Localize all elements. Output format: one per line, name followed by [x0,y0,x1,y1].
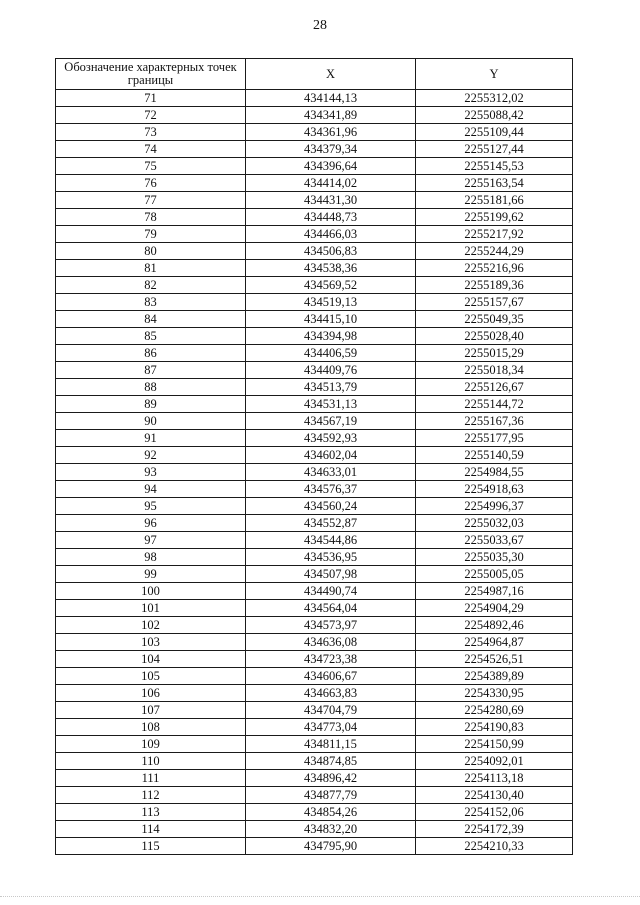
cell-point: 107 [56,702,246,719]
cell-x: 434723,38 [246,651,416,668]
cell-point: 106 [56,685,246,702]
table-row [56,277,573,294]
table-row [56,158,573,175]
table-row [56,719,573,736]
cell-y: 2255217,92 [416,226,573,243]
cell-x: 434606,67 [246,668,416,685]
cell-x: 434415,10 [246,311,416,328]
table-row [56,175,573,192]
cell-y: 2254150,99 [416,736,573,753]
cell-y: 2255033,67 [416,532,573,549]
cell-y: 2254330,95 [416,685,573,702]
cell-y: 2254996,37 [416,498,573,515]
cell-point: 87 [56,362,246,379]
cell-point: 85 [56,328,246,345]
cell-x: 434811,15 [246,736,416,753]
cell-point: 73 [56,124,246,141]
cell-point: 112 [56,787,246,804]
cell-y: 2254918,63 [416,481,573,498]
cell-x: 434506,83 [246,243,416,260]
table-row [56,821,573,838]
table-row [56,668,573,685]
table-row [56,532,573,549]
table-row [56,209,573,226]
cell-y: 2254210,33 [416,838,573,855]
cell-y: 2254964,87 [416,634,573,651]
cell-x: 434854,26 [246,804,416,821]
cell-x: 434531,13 [246,396,416,413]
table-row [56,770,573,787]
cell-y: 2255167,36 [416,413,573,430]
cell-y: 2255163,54 [416,175,573,192]
cell-y: 2255145,53 [416,158,573,175]
cell-point: 76 [56,175,246,192]
cell-x: 434144,13 [246,90,416,107]
table-row [56,90,573,107]
table-row [56,124,573,141]
cell-point: 77 [56,192,246,209]
table-row [56,464,573,481]
cell-point: 99 [56,566,246,583]
cell-x: 434874,85 [246,753,416,770]
cell-point: 111 [56,770,246,787]
cell-point: 110 [56,753,246,770]
cell-x: 434560,24 [246,498,416,515]
table-row [56,481,573,498]
table-row [56,107,573,124]
table-row [56,141,573,158]
table-row [56,753,573,770]
cell-x: 434795,90 [246,838,416,855]
cell-point: 80 [56,243,246,260]
cell-x: 434406,59 [246,345,416,362]
cell-y: 2254280,69 [416,702,573,719]
cell-x: 434592,93 [246,430,416,447]
cell-x: 434636,08 [246,634,416,651]
cell-point: 83 [56,294,246,311]
cell-x: 434379,34 [246,141,416,158]
page-number: 28 [313,18,327,33]
cell-x: 434394,98 [246,328,416,345]
cell-x: 434414,02 [246,175,416,192]
table-row [56,430,573,447]
cell-point: 89 [56,396,246,413]
cell-y: 2254130,40 [416,787,573,804]
cell-y: 2255109,44 [416,124,573,141]
cell-point: 105 [56,668,246,685]
cell-y: 2255032,03 [416,515,573,532]
table-row [56,294,573,311]
boundary-points-table [55,58,573,855]
table-row [56,328,573,345]
cell-x: 434466,03 [246,226,416,243]
cell-point: 81 [56,260,246,277]
column-header-point: Обозначение характерных точек границы [56,59,246,90]
table-row [56,192,573,209]
cell-point: 71 [56,90,246,107]
cell-y: 2255144,72 [416,396,573,413]
cell-y: 2255189,36 [416,277,573,294]
table-row [56,260,573,277]
cell-y: 2255049,35 [416,311,573,328]
cell-point: 86 [56,345,246,362]
cell-y: 2255216,96 [416,260,573,277]
cell-point: 78 [56,209,246,226]
table-row [56,447,573,464]
cell-y: 2255126,67 [416,379,573,396]
table-row [56,736,573,753]
cell-point: 109 [56,736,246,753]
table-row [56,515,573,532]
cell-x: 434396,64 [246,158,416,175]
cell-point: 82 [56,277,246,294]
cell-x: 434569,52 [246,277,416,294]
cell-point: 114 [56,821,246,838]
cell-x: 434663,83 [246,685,416,702]
table-row [56,345,573,362]
table-row [56,413,573,430]
cell-x: 434538,36 [246,260,416,277]
cell-y: 2254987,16 [416,583,573,600]
cell-x: 434602,04 [246,447,416,464]
cell-x: 434564,04 [246,600,416,617]
cell-point: 98 [56,549,246,566]
cell-x: 434341,89 [246,107,416,124]
header-row [56,59,573,90]
table-row [56,362,573,379]
cell-y: 2254892,46 [416,617,573,634]
cell-x: 434773,04 [246,719,416,736]
cell-y: 2254984,55 [416,464,573,481]
cell-y: 2254152,06 [416,804,573,821]
cell-x: 434448,73 [246,209,416,226]
cell-y: 2255018,34 [416,362,573,379]
cell-point: 90 [56,413,246,430]
cell-point: 96 [56,515,246,532]
cell-x: 434573,97 [246,617,416,634]
table-row [56,787,573,804]
table-row [56,566,573,583]
cell-y: 2254389,89 [416,668,573,685]
cell-x: 434409,76 [246,362,416,379]
cell-y: 2255028,40 [416,328,573,345]
cell-y: 2254904,29 [416,600,573,617]
cell-x: 434490,74 [246,583,416,600]
cell-point: 103 [56,634,246,651]
cell-point: 101 [56,600,246,617]
table-row [56,549,573,566]
table-row [56,498,573,515]
table-row [56,702,573,719]
cell-point: 115 [56,838,246,855]
cell-y: 2254172,39 [416,821,573,838]
cell-y: 2254092,01 [416,753,573,770]
cell-point: 72 [56,107,246,124]
cell-x: 434552,87 [246,515,416,532]
cell-x: 434544,86 [246,532,416,549]
cell-point: 84 [56,311,246,328]
table-row [56,243,573,260]
cell-y: 2255199,62 [416,209,573,226]
table-row [56,379,573,396]
cell-y: 2255244,29 [416,243,573,260]
cell-point: 95 [56,498,246,515]
table-row [56,396,573,413]
cell-point: 94 [56,481,246,498]
cell-point: 88 [56,379,246,396]
cell-x: 434431,30 [246,192,416,209]
cell-x: 434633,01 [246,464,416,481]
cell-y: 2255035,30 [416,549,573,566]
cell-x: 434576,37 [246,481,416,498]
table-row [56,583,573,600]
cell-x: 434361,96 [246,124,416,141]
cell-x: 434519,13 [246,294,416,311]
table-row [56,634,573,651]
cell-y: 2255181,66 [416,192,573,209]
cell-point: 100 [56,583,246,600]
table-row [56,617,573,634]
cell-x: 434877,79 [246,787,416,804]
table-row [56,838,573,855]
table-row [56,804,573,821]
cell-x: 434832,20 [246,821,416,838]
cell-point: 91 [56,430,246,447]
table-row [56,600,573,617]
table-body [56,90,573,855]
cell-x: 434507,98 [246,566,416,583]
cell-point: 104 [56,651,246,668]
column-header-y: Y [416,59,573,90]
cell-point: 102 [56,617,246,634]
cell-x: 434704,79 [246,702,416,719]
cell-y: 2255157,67 [416,294,573,311]
cell-point: 113 [56,804,246,821]
cell-y: 2255005,05 [416,566,573,583]
cell-y: 2255177,95 [416,430,573,447]
cell-x: 434567,19 [246,413,416,430]
cell-point: 97 [56,532,246,549]
column-header-x: X [246,59,416,90]
cell-x: 434513,79 [246,379,416,396]
scan-edge-line [0,896,640,898]
cell-y: 2254190,83 [416,719,573,736]
cell-point: 74 [56,141,246,158]
cell-y: 2255127,44 [416,141,573,158]
cell-y: 2255312,02 [416,90,573,107]
cell-y: 2255015,29 [416,345,573,362]
cell-point: 93 [56,464,246,481]
table-row [56,311,573,328]
table-row [56,685,573,702]
table-header [56,59,573,90]
cell-point: 92 [56,447,246,464]
cell-y: 2254526,51 [416,651,573,668]
cell-x: 434896,42 [246,770,416,787]
cell-point: 79 [56,226,246,243]
cell-point: 108 [56,719,246,736]
cell-y: 2255140,59 [416,447,573,464]
cell-y: 2254113,18 [416,770,573,787]
table-row [56,651,573,668]
cell-point: 75 [56,158,246,175]
cell-x: 434536,95 [246,549,416,566]
cell-y: 2255088,42 [416,107,573,124]
table-row [56,226,573,243]
